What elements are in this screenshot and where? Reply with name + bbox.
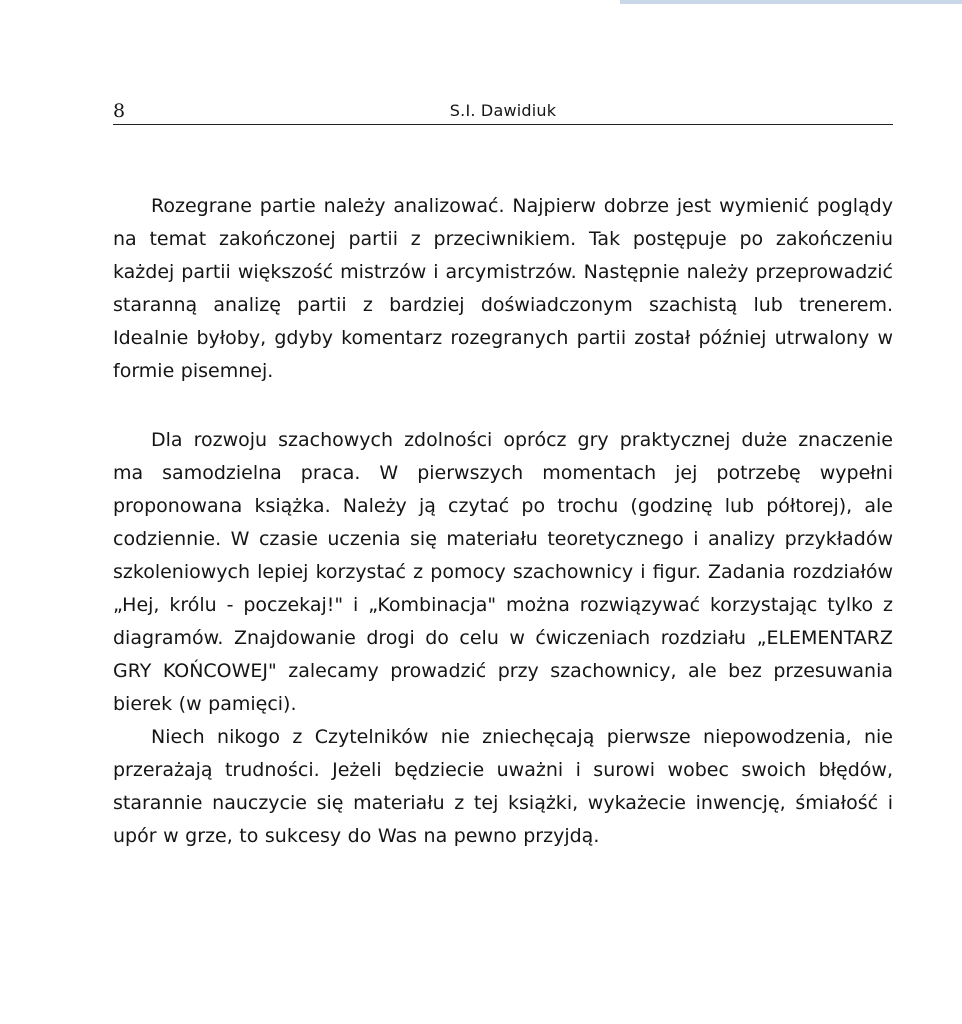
running-head: S.I. Dawidiuk	[449, 101, 557, 120]
paragraph-analysis: Rozegrane partie należy analizować. Najpierw dobrze jest wymienić poglądy na temat zakończonej partii z przeciwnikiem. Tak postępuje po zakończeniu każdej partii większość mistrzów i arcymistrzów. Następnie należy przeprowadzić staranną analizę partii z bardziej doświadczonym szachistą lub trenerem. Idealnie byłoby, gdyby komentarz rozegranych partii został później utrwalony w formie pisemnej.	[113, 195, 893, 382]
paragraph-encouragement: Niech nikogo z Czytelników nie zniechęcają pierwsze niepowodzenia, nie przerażają trudności. Jeżeli będziecie uważni i surowi wobec swoich błędów, starannie nauczycie się materiału z tej książki, wykażecie inwencję, śmiałość i upór w grze, to sukcesy do Was na pewno przyjdą.	[113, 726, 893, 847]
paragraph-self-study: Dla rozwoju szachowych zdolności oprócz gry praktycznej duże znaczenie ma samodzielna praca. W pierwszych momentach jej potrzebę wypełni proponowana książka. Należy ją czytać po trochu (godzinę lub półtorej), ale codziennie. W czasie uczenia się materiału teoretycznego i analizy przykładów szkoleniowych lepiej korzystać z pomocy szachownicy i figur. Zadania rozdziałów „Hej, królu - poczekaj!" i „Kombinacja" można rozwiązywać korzystając tylko z diagramów. Znajdowanie drogi do celu w ćwiczeniach rozdziału „ELEMENTARZ GRY KOŃCOWEJ" zalecamy prowadzić przy szachownicy, ale bez przesuwania bierek (w pamięci).	[113, 429, 893, 715]
page-number: 8	[113, 100, 126, 122]
page-header	[113, 100, 893, 125]
scan-edge	[620, 0, 962, 4]
body-text	[113, 190, 893, 853]
